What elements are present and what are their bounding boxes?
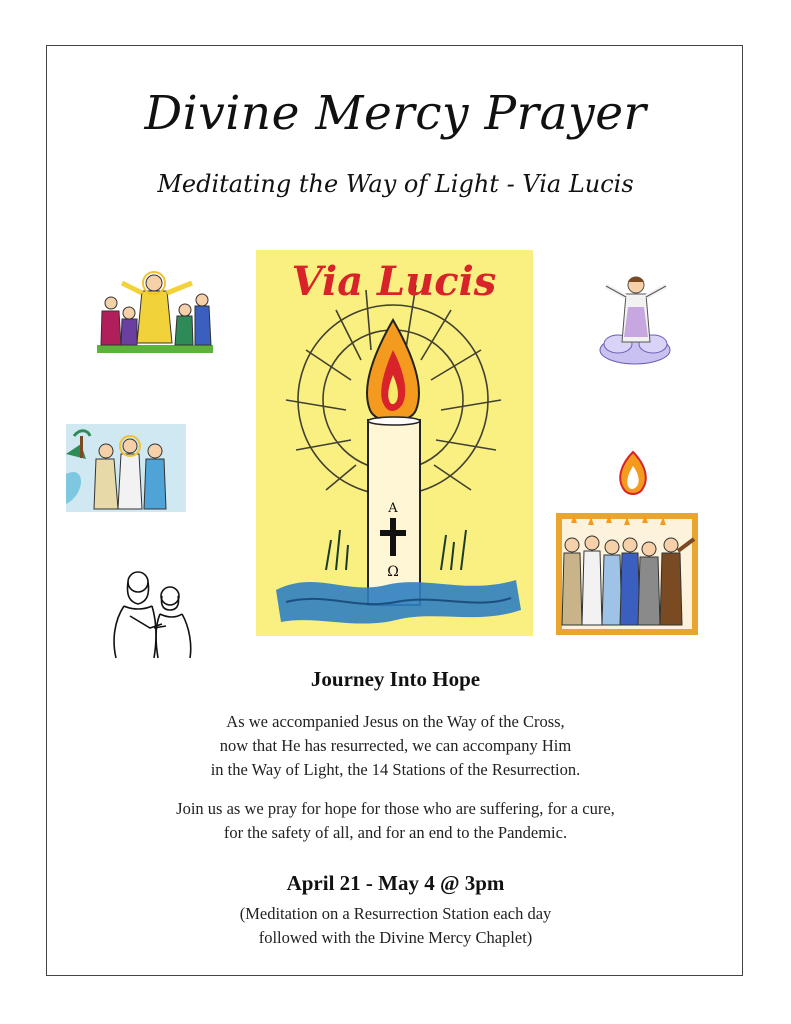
road-to-emmaus-icon (66, 424, 186, 512)
note-line: followed with the Divine Mercy Chaplet) (258, 928, 533, 947)
page-title: Divine Mercy Prayer (144, 86, 647, 141)
paragraph-line: As we accompanied Jesus on the Way of the Cross, (226, 712, 565, 731)
pentecost-flame-icon (613, 450, 653, 498)
event-note (0, 902, 791, 950)
omega-letter: Ω (387, 564, 399, 580)
page-subtitle: Meditating the Way of Light - Via Lucis (157, 170, 634, 198)
paragraph-line: for the safety of all, and for an end to the Pandemic. (223, 823, 568, 842)
alpha-letter: A (388, 501, 398, 516)
paragraph-line: now that He has resurrected, we can accompany Him (219, 736, 572, 755)
paragraph-line: in the Way of Light, the 14 Stations of the Resurrection. (210, 760, 581, 779)
ascension-icon (598, 272, 673, 367)
risen-jesus-with-disciples-icon (97, 271, 213, 355)
poster-title: Via Lucis (291, 258, 497, 305)
via-lucis-poster (256, 250, 533, 636)
note-line: (Meditation on a Resurrection Station each day (239, 904, 552, 923)
jesus-and-thomas-icon (106, 566, 202, 660)
pentecost-apostles-icon (556, 513, 698, 635)
paragraph-line: Join us as we pray for hope for those who are suffering, for a cure, (176, 799, 615, 818)
section-heading: Journey Into Hope (310, 667, 481, 691)
event-dates: April 21 - May 4 @ 3pm (286, 871, 505, 895)
intro-paragraph (0, 710, 791, 782)
invitation-paragraph (0, 797, 791, 845)
